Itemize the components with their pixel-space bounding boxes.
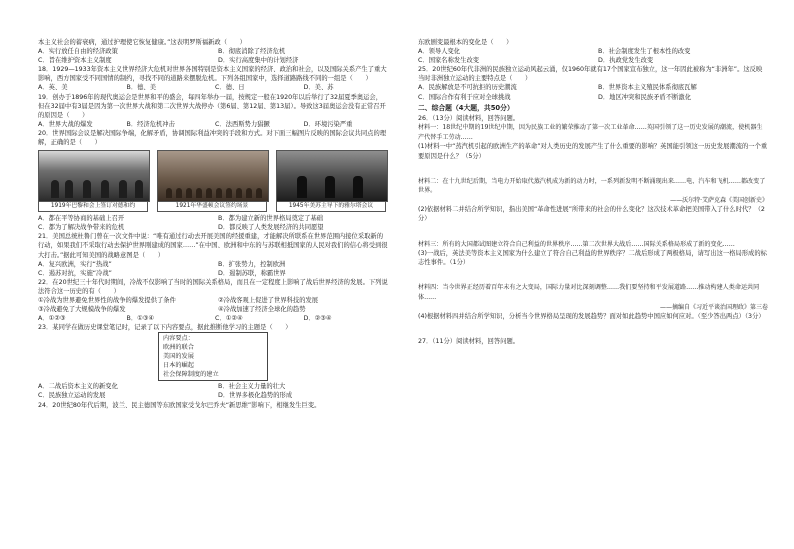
option-c[interactable]: C．①②④ (215, 315, 243, 323)
material-3: 材料三：所有的大国都试图建立符合自己利益的世界秩序……第二次世界大战后……国际关系格局形成了新的变化…… (418, 240, 735, 248)
photo-caption: 1919年巴黎和会上签订对德和约 (38, 202, 148, 212)
option-a[interactable]: A．英、美 (38, 84, 68, 92)
question-26-stem: 26．（13分）阅读材料，回答问题。 (418, 114, 520, 122)
question-22-statements (38, 296, 388, 314)
question-24-stem: 24．20世纪80年代后期，波兰、民主德国等东欧国家受戈尔巴乔夫“新思维”影响下，相继发生巨变。 (38, 401, 321, 409)
option-c[interactable]: C．旨在维护资本主义制度 (38, 57, 112, 65)
question-22-stem: 22．在20世纪三十年代时期间，冷战不仅影响了当时的国际关系格局，而且在一定程度上影响了战后世界经济的发展。下列说法符合这一历史的有（ ） (38, 278, 388, 295)
question-26-part-4: (4)根据材料四并结合所学知识，分析当今世界格局呈现的发展趋势？面对如此趋势中国应如何应对。（至少答出两点）（3分） (418, 313, 765, 321)
question-25-options (418, 83, 768, 101)
material-4-source: ——摘编自《习近平谈治国理政》第三卷 (659, 304, 768, 312)
option-b[interactable]: B．都为建立新的世界格局奠定了基础 (218, 215, 324, 223)
option-d[interactable]: D．美、苏 (303, 84, 334, 92)
option-d[interactable]: D．地区冲突和民族矛盾不断激化 (598, 93, 692, 101)
option-c[interactable]: C．遏苏对抗，实施“冷战” (38, 269, 112, 277)
answer-space[interactable] (418, 224, 768, 240)
question-21-options (38, 260, 388, 278)
option-b[interactable]: B．①③④ (126, 315, 155, 323)
outline-item: 日本的崛起 (163, 362, 194, 370)
option-b[interactable]: B．经济危机冲击 (126, 120, 175, 128)
conference-photo-strip (38, 150, 388, 212)
option-a[interactable]: A．实行放任自由的经济政策 (38, 48, 118, 56)
question-26-part-1: (1)材料一中“蒸汽机引起的欧洲生产的革命”对人类历史的发展产生了什么重要的影响？英国能引领这一历史发展潮流的一个重要原因是什么？（5分） (418, 143, 768, 160)
option-d[interactable]: D．世界多极化趋势的形成 (218, 392, 293, 400)
option-b[interactable]: B．德、美 (126, 84, 157, 92)
question-24-options (418, 47, 768, 65)
option-b[interactable]: B．彻底消除了经济危机 (218, 48, 286, 56)
option-c[interactable]: C．法西斯势力猖獗 (215, 120, 270, 128)
question-20-stem: 20．世界国际会议是解决国际争端，化解矛盾，协调国际利益冲突的手段和方式。对下面三幅图片反映的国际会议共同点的理解，正确的是（ ） (38, 129, 387, 147)
material-4: 材料四：当今世界正经历着百年未有之大变局，国际力量对比深刻调整……我们要坚持和平发展道路……推动构建人类命运共同体…… (418, 284, 760, 302)
option-b[interactable]: B．世界资本主义殖民体系彻底瓦解 (598, 84, 697, 92)
statement-3: ③冷战避免了大规模战争的爆发 (38, 306, 126, 314)
question-17-tail: 本主义社会的蓄衰病，通过护理使它恢复健康。”这表明罗斯福新政（ ） (38, 39, 246, 46)
answer-space[interactable] (418, 321, 768, 337)
photo-image (38, 150, 150, 202)
question-21-stem: 21．美国总统杜鲁门曾在一次文件中说：“唯有通过行动去开展美国的经援重建，才能解决所联系在世界范围内接位采取新的行动，如果我们不采取行动去保护世界刚建成的国家……”在中国、欧洲和中东的与苏联相抵国家的人民对我们的信心将受到很大打击。”据此可知美国的战略意图是（ ） (38, 233, 388, 259)
option-b[interactable]: B．社会主义力量的壮大 (218, 383, 286, 391)
option-c[interactable]: C．都为了解决战争带来的危机 (38, 224, 125, 232)
option-b[interactable]: B．社会制度发生了根本性的改变 (598, 48, 691, 56)
question-23-stem: 23．某同学在做历史课堂笔记时，记录了以下内容要点，据此推断他学习的主题是（ ） (38, 324, 292, 332)
outline-item: 社会保障制度的建立 (163, 371, 219, 379)
question-26-part-2: (2)依据材料二并结合所学知识，指出美国“革命性进展”所带来的社会的什么变化？这次技术革命把美国带入了什么时代？（2分） (418, 206, 765, 223)
option-a[interactable]: A．①②③ (38, 315, 66, 323)
photo-caption: 1945年美苏主导下的雅尔塔会议 (276, 202, 386, 212)
option-a[interactable]: A．复兴欧洲，实行“热战” (38, 260, 112, 268)
outline-item: 美国的发展 (163, 353, 194, 361)
material-1: 材料一：18世纪中期的19世纪中期，因为民族工业的繁荣推动了第一次工业革命……英国引领了这一历史发展的潮流，使机器生产代替手工劳动…… (418, 123, 763, 141)
notes-outline-box (158, 332, 268, 381)
option-c[interactable]: C．国家名称发生改变 (418, 57, 480, 65)
question-20-options (38, 214, 388, 232)
option-a[interactable]: A．都在平等协商的基础上召开 (38, 215, 125, 223)
question-23-options (38, 382, 388, 400)
photo-image (157, 150, 269, 202)
option-d[interactable]: D．都反映了人类发展经济的共同愿望 (218, 224, 324, 232)
material-2-source: ——沃尔特·艾萨克森《美国创新史》 (670, 197, 768, 205)
question-27-stem: 27．（11分）阅读材料，回答问题。 (418, 338, 520, 346)
statement-4: ④冷战加速了经济全球化的趋势 (218, 306, 306, 314)
question-18-stem: 18．1929—1933年资本主义世界经济大危机对世界各国特别是资本主义国家的经济、政治和社会，以及国际关系产生了重大影响，西方国家受不同国情的制约，寻找不同的道路来摆脱危机。下列各组国家中，选择道路路线不同的一组是（ ） (38, 66, 387, 83)
question-22-options (38, 314, 388, 323)
option-d[interactable]: D．遏制苏联，称霸世界 (218, 269, 286, 277)
question-18-options (38, 83, 388, 92)
option-d[interactable]: D．实行高度集中的计划经济 (218, 57, 299, 65)
option-d[interactable]: D．执政党发生改变 (598, 57, 654, 65)
option-d[interactable]: D．环境污染严重 (303, 120, 353, 128)
statement-2: ②冷战客观上促进了世界科技的发展 (218, 296, 319, 304)
option-a[interactable]: A．领导人变化 (418, 48, 461, 56)
question-26-part-3: (3)一战后，英法美等资本主义国家为什么建立了符合自己利益的世界秩序？二战后形成了两极格局，请写出这一格局形成的标志性事件。（1分） (418, 250, 767, 267)
question-17-options (38, 47, 388, 65)
photo-image (276, 150, 388, 202)
option-b[interactable]: B．扩张势力，控制欧洲 (218, 260, 286, 268)
option-c[interactable]: C．民族独立运动的发展 (38, 392, 106, 400)
section-2-heading: 二、综合题（4大题，共50分） (418, 103, 514, 112)
photo-caption: 1921年华盛顿会议签约场景 (157, 202, 267, 212)
outline-item: 欧洲的联合 (163, 344, 194, 352)
question-25-stem: 25．20世纪60年代非洲的民族独立运动风起云涌，仅1960年就有17个国家宣布独立，这一年因此被称为“非洲年”。这反映当时非洲独立运动的主要特点是（ ） (418, 66, 763, 83)
option-a[interactable]: A．世界大战的爆发 (38, 120, 93, 128)
statement-1: ①冷战为世界避免世界性的战争的爆发提供了条件 (38, 296, 176, 304)
question-24-tail: 东欧剧变最根本的变化是（ ） (418, 39, 513, 46)
answer-space[interactable] (418, 161, 768, 177)
right-column (418, 38, 768, 346)
material-2: 材料二：在十九世纪后期，当电力开始取代蒸汽机成为新的动力时，一系列新发明不断涌现出来……电、汽车和飞机……都改变了世界。 (418, 177, 766, 195)
photo-yalta-conference (276, 150, 386, 212)
left-column (38, 38, 388, 410)
option-c[interactable]: C．国际合作有利于应对全球挑战 (418, 93, 511, 101)
outline-title: 内容要点： (163, 335, 194, 343)
photo-washington-conference (157, 150, 267, 212)
photo-paris-peace-conference (38, 150, 148, 212)
option-a[interactable]: A．二战后资本主义的新变化 (38, 383, 118, 391)
option-d[interactable]: D．②③④ (303, 315, 332, 323)
answer-space[interactable] (418, 267, 768, 283)
question-19-options (38, 120, 388, 129)
question-19-stem: 19．创办于1896年的现代奥运会是世界和平的盛会，每四年举办一届，按规定一般在1920年以后举行了32届夏季奥运会，但在32届中有3届是因为第一次世界大战和第二次世界大战停办（第6届、第12届、第13届）。导致这3届奥运会没有正常召开的原因是（ ） (38, 93, 386, 119)
option-a[interactable]: A．民族解放是不可抗拒的历史潮流 (418, 84, 517, 92)
option-c[interactable]: C．德、日 (215, 84, 245, 92)
